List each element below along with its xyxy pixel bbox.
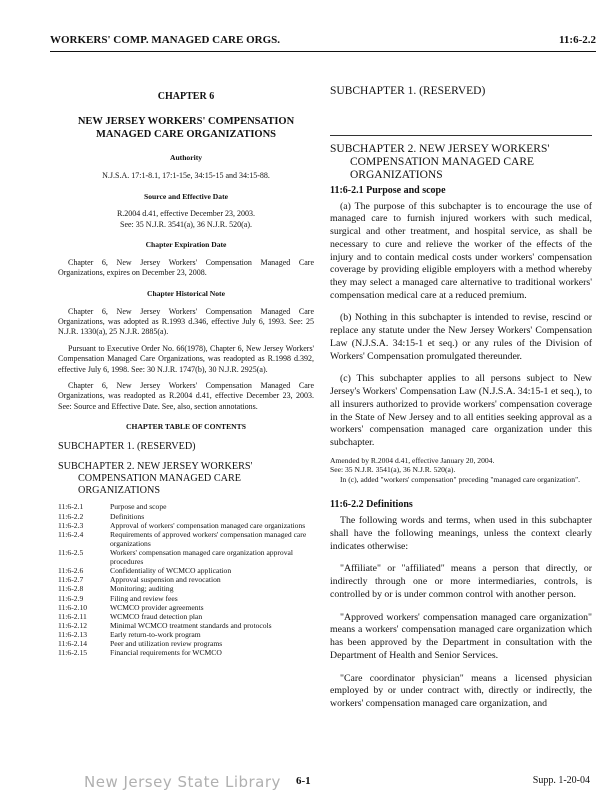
toc-subchapter-2-line-2: COMPENSATION MANAGED CARE	[78, 472, 242, 484]
subchapter-2-heading	[330, 143, 592, 183]
toc-entry	[58, 612, 314, 621]
toc-entry	[58, 603, 314, 612]
toc-entry-title: Minimal WCMCO treatment standards and protocols	[110, 620, 272, 630]
toc-subchapter-2	[58, 461, 314, 496]
definition-care-coordinator: "Care coordinator physician" means a licensed physician employed by or under contract with, directly or indirectly, the workers' compensation managed care organization, and	[330, 672, 592, 710]
section-2-1-heading: 11:6-2.1 Purpose and scope	[330, 184, 446, 196]
toc-entry	[58, 512, 314, 521]
definition-approved-wcmco: "Approved workers' compensation managed care organization" means a workers' compensation managed care organization which has been approved by the Department in consultation with the Department of Health and Senior Services.	[330, 611, 592, 661]
definition-affiliate: "Affiliate" or "affiliated" means a person that directly, or indirectly through one or more intermediaries, controls, is controlled by or is under common control with another person.	[330, 563, 592, 600]
toc-entry-title: Workers' compensation managed care organization approval procedures	[110, 547, 294, 567]
toc-entry	[58, 548, 314, 566]
toc-entry	[58, 621, 314, 630]
header-title: WORKERS' COMP. MANAGED CARE ORGS.	[50, 34, 280, 46]
header-rule	[50, 51, 596, 52]
toc-entry	[58, 530, 314, 548]
chapter-title: CHAPTER 6	[157, 91, 215, 102]
history-paragraph-3: Chapter 6, New Jersey Workers' Compensation Managed Care Organizations, was readopted as R.2004 d.41, effective December 23, 2003. See: Source and Effective Date. See, also, section annotations.	[58, 380, 314, 411]
toc-entry-title: Monitoring; auditing	[110, 584, 174, 594]
authority-heading: Authority	[169, 153, 203, 163]
section-rule	[330, 135, 592, 136]
toc-heading: CHAPTER TABLE OF CONTENTS	[126, 422, 246, 432]
toc-entry-title: Early return-to-work program	[110, 629, 201, 639]
toc-entry	[58, 630, 314, 639]
chapter-subtitle: NEW JERSEY WORKERS' COMPENSATION MANAGED CARE ORGANIZATIONS	[77, 116, 295, 141]
toc-entry-number: 11:6-2.1	[58, 502, 84, 512]
source-line-1: R.2004 d.41, effective December 23, 2003.	[116, 209, 256, 219]
amendment-line-2: See: 35 N.J.R. 3541(a), 36 N.J.R. 520(a).	[330, 465, 456, 475]
toc-entry	[58, 521, 314, 530]
section-2-2-heading: 11:6-2.2 Definitions	[330, 499, 413, 511]
toc-entry-title: Approval of workers' compensation managed care organizations	[110, 520, 306, 530]
subchapter-1-heading: SUBCHAPTER 1. (RESERVED)	[330, 85, 486, 97]
expiration-heading: Chapter Expiration Date	[145, 240, 227, 250]
subchapter-2-line-3: ORGANIZATIONS	[350, 169, 443, 182]
toc-entry-number: 11:6-2.13	[58, 629, 88, 639]
amendment-line-1: Amended by R.2004 d.41, effective January 20, 2004.	[330, 455, 495, 465]
section-2-1-a: (a) The purpose of this subchapter is to encourage the use of managed care to furnish injured workers with such medical, surgical and other treatment, and hospital service, as shall be necessary to cure and relieve the worker of the effects of the injury and to contain medical costs under workers' compensation coverage by providing eligible employers with a method whereby they may select a managed care alternative to traditional workers' compensation medical care at a reduced premium.	[330, 200, 592, 301]
toc-entry-title: Approval suspension and revocation	[110, 575, 221, 585]
toc-entry-title: Confidentiality of WCMCO application	[110, 566, 232, 576]
subchapter-2-line-2: COMPENSATION MANAGED CARE	[350, 156, 535, 169]
toc-entry-title: WCMCO provider agreements	[110, 602, 204, 612]
history-heading: Chapter Historical Note	[147, 288, 225, 298]
toc-entry	[58, 566, 314, 575]
left-column	[58, 80, 314, 657]
toc-entry-title: Filing and review fees	[110, 593, 178, 603]
toc-entry-number: 11:6-2.15	[58, 648, 88, 658]
toc-entry-title: Requirements of approved workers' compensation managed care organizations	[110, 529, 307, 548]
toc-entry	[58, 584, 314, 593]
toc-entry-number: 11:6-2.9	[58, 593, 84, 603]
toc-entry-number: 11:6-2.4	[58, 529, 84, 539]
toc-entry-number: 11:6-2.12	[58, 620, 88, 630]
section-2-1-c: (c) This subchapter applies to all persons subject to New Jersey's Workers' Compensation Law (N.J.S.A. 34:15-1 et seq.), to all insurers authorized to provide workers' compensation coverage in the State of New Jersey and to all entities seeking approval as a workers' compensation managed care organization under this subchapter.	[330, 373, 592, 449]
toc-entry-title: Peer and utilization review programs	[110, 639, 223, 649]
source-heading: Source and Effective Date	[143, 191, 228, 201]
supplement-date: Supp. 1-20-04	[532, 775, 590, 786]
toc-entry-title: Purpose and scope	[110, 502, 167, 512]
header-section-range: 11:6-2.2	[559, 34, 596, 46]
toc-entry	[58, 648, 314, 657]
source-line-2: See: 35 N.J.R. 3541(a), 36 N.J.R. 520(a).	[120, 219, 252, 229]
toc-entry-title: Financial requirements for WCMCO	[110, 648, 222, 658]
toc-entry	[58, 639, 314, 648]
page-number: 6-1	[296, 775, 311, 787]
amendment-line-3: In (c), added "workers' compensation" preceding "managed care organization".	[340, 474, 581, 484]
toc-subchapter-1: SUBCHAPTER 1. (RESERVED)	[58, 441, 196, 453]
toc-subchapter-2-line-3: ORGANIZATIONS	[78, 484, 161, 496]
page-footer	[0, 773, 616, 789]
toc-entry-number: 11:6-2.10	[58, 602, 88, 612]
toc-entry-title: WCMCO fraud detection plan	[110, 611, 203, 621]
toc-entry-number: 11:6-2.7	[58, 575, 84, 585]
section-2-2-intro: The following words and terms, when used in this subchapter shall have the following meanings, unless the context clearly indicates otherwise:	[330, 515, 592, 552]
toc-entry-number: 11:6-2.2	[58, 511, 84, 521]
running-header	[50, 34, 596, 50]
toc-entry	[58, 575, 314, 584]
expiration-text: Chapter 6, New Jersey Workers' Compensation Managed Care Organizations, expires on December 23, 2008.	[58, 258, 314, 278]
toc-entry-number: 11:6-2.8	[58, 584, 84, 594]
library-watermark: New Jersey State Library	[84, 773, 281, 791]
history-paragraph-2: Pursuant to Executive Order No. 66(1978), Chapter 6, New Jersey Workers' Compensation Managed Care Organizations, was readopted as R.1998 d.392, effective July 6, 1998. See: 30 N.J.R. 1747(b), 30 N.J.R. 2925(a).	[58, 343, 314, 374]
toc-entry	[58, 502, 314, 511]
amendment-note	[330, 456, 592, 484]
toc-subchapter-2-line-1: SUBCHAPTER 2. NEW JERSEY WORKERS'	[58, 461, 253, 473]
toc-entry-title: Definitions	[110, 511, 145, 521]
subchapter-2-line-1: SUBCHAPTER 2. NEW JERSEY WORKERS'	[330, 142, 550, 155]
right-column	[330, 80, 592, 721]
history-paragraph-1: Chapter 6, New Jersey Workers' Compensation Managed Care Organizations, was adopted as R.1993 d.346, effective July 6, 1993. See: 25 N.J.R. 1330(a), 25 N.J.R. 2885(a).	[58, 306, 314, 337]
section-2-1-b: (b) Nothing in this subchapter is intended to revise, rescind or replace any statute under the New Jersey Workers' Compensation Law (N.J.S.A. 34:15-1 et seq.) or any rules of the Division of Workers' Compensation promulgated thereunder.	[330, 312, 592, 362]
toc-entry	[58, 594, 314, 603]
toc-entry-number: 11:6-2.6	[58, 566, 84, 576]
authority-text: N.J.S.A. 17:1-8.1, 17:1-15e, 34:15-15 and 34:15-88.	[102, 171, 270, 181]
toc-entry-number: 11:6-2.11	[58, 611, 87, 621]
toc-list	[58, 502, 314, 657]
toc-entry-number: 11:6-2.14	[58, 639, 88, 649]
toc-entry-number: 11:6-2.5	[58, 547, 84, 557]
toc-entry-number: 11:6-2.3	[58, 520, 84, 530]
